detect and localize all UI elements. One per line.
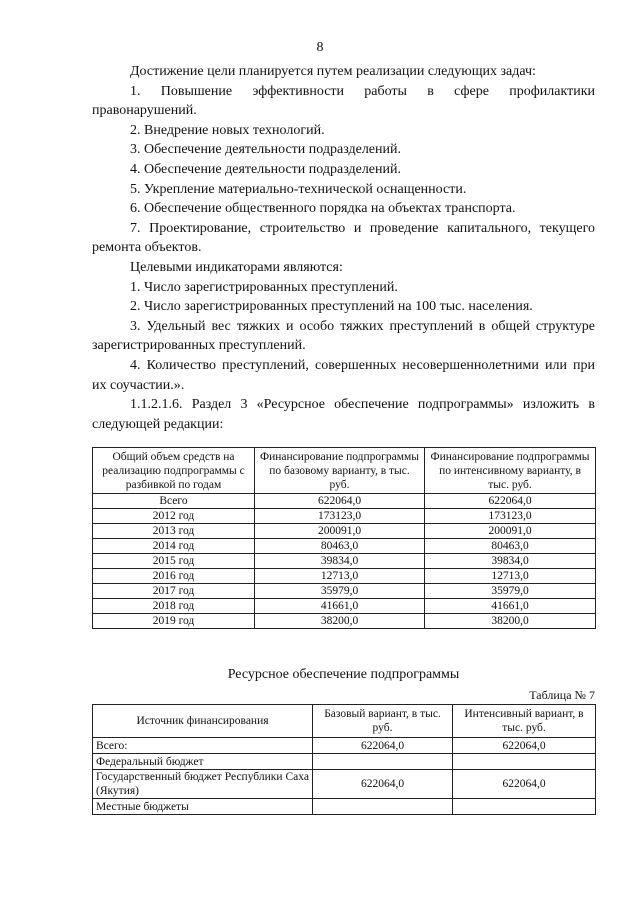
body-text <box>92 62 595 434</box>
table-cell: 622064,0 <box>313 738 453 754</box>
column-header: Финансирование подпрограммы по базовому варианту, в тыс. руб. <box>255 448 425 494</box>
table-cell: 2018 год <box>93 599 255 614</box>
column-header: Интенсивный вариант, в тыс. руб. <box>453 705 596 738</box>
column-header: Финансирование подпрограммы по интенсивному варианту, в тыс. руб. <box>425 448 596 494</box>
table-row <box>93 584 596 599</box>
column-header: Базовый вариант, в тыс. руб. <box>313 705 453 738</box>
table-row <box>93 799 596 815</box>
indicator-item: 2. Число зарегистрированных преступлений на 100 тыс. населения. <box>130 299 533 315</box>
table-cell: 200091,0 <box>255 524 425 539</box>
table-cell: 622064,0 <box>255 494 425 509</box>
task-item: 5. Укрепление материально-технической оснащенности. <box>130 181 467 197</box>
section-change-paragraph: 1.1.2.1.6. Раздел 3 «Ресурсное обеспечение подпрограммы» изложить в следующей редакции: <box>92 397 595 432</box>
table-cell: 622064,0 <box>453 770 596 799</box>
task-item: 2. Внедрение новых технологий. <box>130 122 325 138</box>
column-header: Источник финансирования <box>93 705 313 738</box>
table-cell: 173123,0 <box>255 509 425 524</box>
table-cell <box>313 799 453 815</box>
table-cell: 80463,0 <box>255 539 425 554</box>
table-cell: Государственный бюджет Республики Саха (Якутия) <box>93 770 313 799</box>
table-row <box>93 509 596 524</box>
table-cell: 41661,0 <box>255 599 425 614</box>
column-header: Общий объем средств на реализацию подпрограммы с разбивкой по годам <box>93 448 255 494</box>
table-cell: 2015 год <box>93 554 255 569</box>
table-cell: 35979,0 <box>255 584 425 599</box>
table-cell: 35979,0 <box>425 584 596 599</box>
table-row <box>93 569 596 584</box>
table-cell: 2014 год <box>93 539 255 554</box>
page-number: 8 <box>316 40 324 55</box>
task-item: 1. Повышение эффективности работы в сфере профилактики правонарушений. <box>92 83 595 119</box>
table-cell <box>313 754 453 770</box>
intro-paragraph: Достижение цели планируется путем реализации следующих задач: <box>130 64 536 79</box>
table-cell: 2017 год <box>93 584 255 599</box>
table-cell: 173123,0 <box>425 509 596 524</box>
table-cell: Всего <box>93 494 255 509</box>
table-row <box>93 614 596 629</box>
table-row <box>93 524 596 539</box>
table-cell: 622064,0 <box>313 770 453 799</box>
table-row <box>93 770 596 799</box>
table-cell: 39834,0 <box>425 554 596 569</box>
task-item: 4. Обеспечение деятельности подразделений. <box>130 161 401 177</box>
indicators-intro: Целевыми индикаторами являются: <box>130 259 343 275</box>
funding-sources-table <box>92 704 596 815</box>
table-cell: 200091,0 <box>425 524 596 539</box>
table-cell <box>453 799 596 815</box>
table-cell: 80463,0 <box>425 539 596 554</box>
table-cell: Федеральный бюджет <box>93 754 313 770</box>
table-cell: 622064,0 <box>453 738 596 754</box>
table-row <box>93 554 596 569</box>
table-cell: 622064,0 <box>425 494 596 509</box>
table-cell: 12713,0 <box>255 569 425 584</box>
table-row <box>93 754 596 770</box>
table-header-row <box>93 705 596 738</box>
table-cell: 2019 год <box>93 614 255 629</box>
table-row <box>93 539 596 554</box>
indicator-item: 4. Количество преступлений, совершенных несовершеннолетними или при их соучастии.». <box>92 357 595 393</box>
table-header-row <box>93 448 596 494</box>
table-row <box>93 738 596 754</box>
table-row <box>93 494 596 509</box>
task-item: 6. Обеспечение общественного порядка на объектах транспорта. <box>130 201 516 217</box>
table-cell: 39834,0 <box>255 554 425 569</box>
table-cell: Всего: <box>93 738 313 754</box>
table-cell: 2016 год <box>93 569 255 584</box>
table-row <box>93 599 596 614</box>
funding-by-year-table <box>92 447 596 629</box>
table-cell: 2013 год <box>93 524 255 539</box>
table-caption: Таблица № 7 <box>529 688 595 702</box>
table-title: Ресурсное обеспечение подпрограммы <box>227 667 460 682</box>
table-cell: 41661,0 <box>425 599 596 614</box>
table-cell: 2012 год <box>93 509 255 524</box>
indicator-item: 3. Удельный вес тяжких и особо тяжких преступлений в общей структуре зарегистрированных преступлений. <box>92 318 595 354</box>
table-cell <box>453 754 596 770</box>
task-item: 3. Обеспечение деятельности подразделений. <box>130 142 401 158</box>
table-cell: 12713,0 <box>425 569 596 584</box>
task-item: 7. Проектирование, строительство и проведение капитального, текущего ремонта объектов. <box>92 220 595 256</box>
table-cell: 38200,0 <box>425 614 596 629</box>
indicator-item: 1. Число зарегистрированных преступлений. <box>130 279 398 295</box>
table-cell: 38200,0 <box>255 614 425 629</box>
table-cell: Местные бюджеты <box>93 799 313 815</box>
